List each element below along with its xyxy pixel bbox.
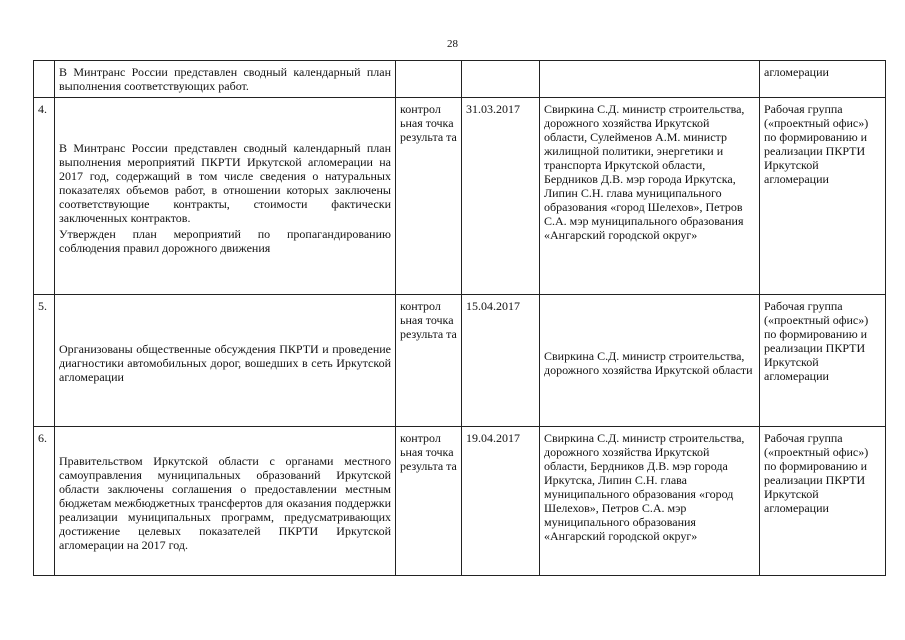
row-number: 4. (38, 102, 47, 116)
date-text: 19.04.2017 (466, 431, 520, 445)
row-number: 5. (38, 299, 47, 313)
date-cell (462, 98, 540, 295)
date-text: 31.03.2017 (466, 102, 520, 116)
responsible-cell (540, 295, 760, 427)
description-text: В Минтранс России представлен сводный календарный план выполнения соответствующих работ. (59, 65, 391, 93)
date-cell (462, 295, 540, 427)
table-row (34, 427, 886, 576)
type-text: контрол ьная точка результа та (400, 102, 457, 144)
group-text: агломерации (764, 65, 829, 79)
page-number: 28 (447, 38, 458, 50)
type-text: контрол ьная точка результа та (400, 299, 457, 341)
date-text: 15.04.2017 (466, 299, 520, 313)
responsible-cell (540, 98, 760, 295)
responsible-text: Свиркина С.Д. министр строительства, дорожного хозяйства Иркутской области, Бердников Д.В. мэр города Иркутска, Липин С.Н. глава муниципального образования «город Шелехов», Петров С.А. мэр муниципального образования «Ангарский городской округ» (544, 431, 745, 543)
type-cell (396, 61, 462, 98)
group-cell (760, 61, 886, 98)
description-cell (55, 61, 396, 98)
table-row (34, 295, 886, 427)
group-text: Рабочая группа («проектный офис») по формированию и реализации ПКРТИ Иркутской агломерации (764, 102, 869, 186)
responsible-text: Свиркина С.Д. министр строительства, дорожного хозяйства Иркутской области, Сулейменов А.М. министр жилищной политики, энергетики и транспорта Иркутской области, Бердников Д.В. мэр города Иркутска, Липин С.Н. глава муниципального образования «город Шелехов», Петров С.А. мэр муниципального образования «Ангарский городской округ» (544, 102, 745, 242)
group-cell (760, 295, 886, 427)
type-text: контрол ьная точка результа та (400, 431, 457, 473)
description-cell (55, 98, 396, 295)
description-paragraph: В Минтранс России представлен сводный календарный план выполнения мероприятий ПКРТИ Иркутской агломерации на 2017 год, содержащий в том числе сведения о натуральных показателях объемов работ, в отношении которых заключены соответствующие контракты, стоимости фактически заключенных контрактов. (59, 141, 391, 225)
row-number-cell (34, 295, 55, 427)
type-cell (396, 295, 462, 427)
row-number-cell (34, 427, 55, 576)
type-cell (396, 98, 462, 295)
group-text: Рабочая группа («проектный офис») по формированию и реализации ПКРТИ Иркутской агломерации (764, 431, 869, 515)
description-paragraph: Организованы общественные обсуждения ПКРТИ и проведение диагностики автомобильных дорог, вошедших в сеть Иркутской агломерации (59, 341, 391, 384)
row-number-cell (34, 98, 55, 295)
description-paragraph: Утвержден план мероприятий по пропагандированию соблюдения правил дорожного движения (59, 227, 391, 255)
type-cell (396, 427, 462, 576)
date-cell (462, 427, 540, 576)
table-row-continued (34, 61, 886, 98)
table-row (34, 98, 886, 295)
responsible-cell (540, 61, 760, 98)
row-number-cell (34, 61, 55, 98)
responsible-cell (540, 427, 760, 576)
group-text: Рабочая группа («проектный офис») по формированию и реализации ПКРТИ Иркутской агломерации (764, 299, 869, 383)
plan-table (33, 60, 886, 576)
date-cell (462, 61, 540, 98)
responsible-text: Свиркина С.Д. министр строительства, дорожного хозяйства Иркутской области (544, 348, 753, 377)
group-cell (760, 427, 886, 576)
group-cell (760, 98, 886, 295)
row-number: 6. (38, 431, 47, 445)
description-cell (55, 295, 396, 427)
description-cell (55, 427, 396, 576)
description-paragraph: Правительством Иркутской области с органами местного самоуправления муниципальных образований Иркутской области заключены соглашения о предоставлении местным бюджетам межбюджетных трансфертов для оказания поддержки реализации муниципальных программ, предусматривающих достижение целевых показателей ПКРТИ Иркутской агломерации на 2017 год. (59, 454, 391, 552)
